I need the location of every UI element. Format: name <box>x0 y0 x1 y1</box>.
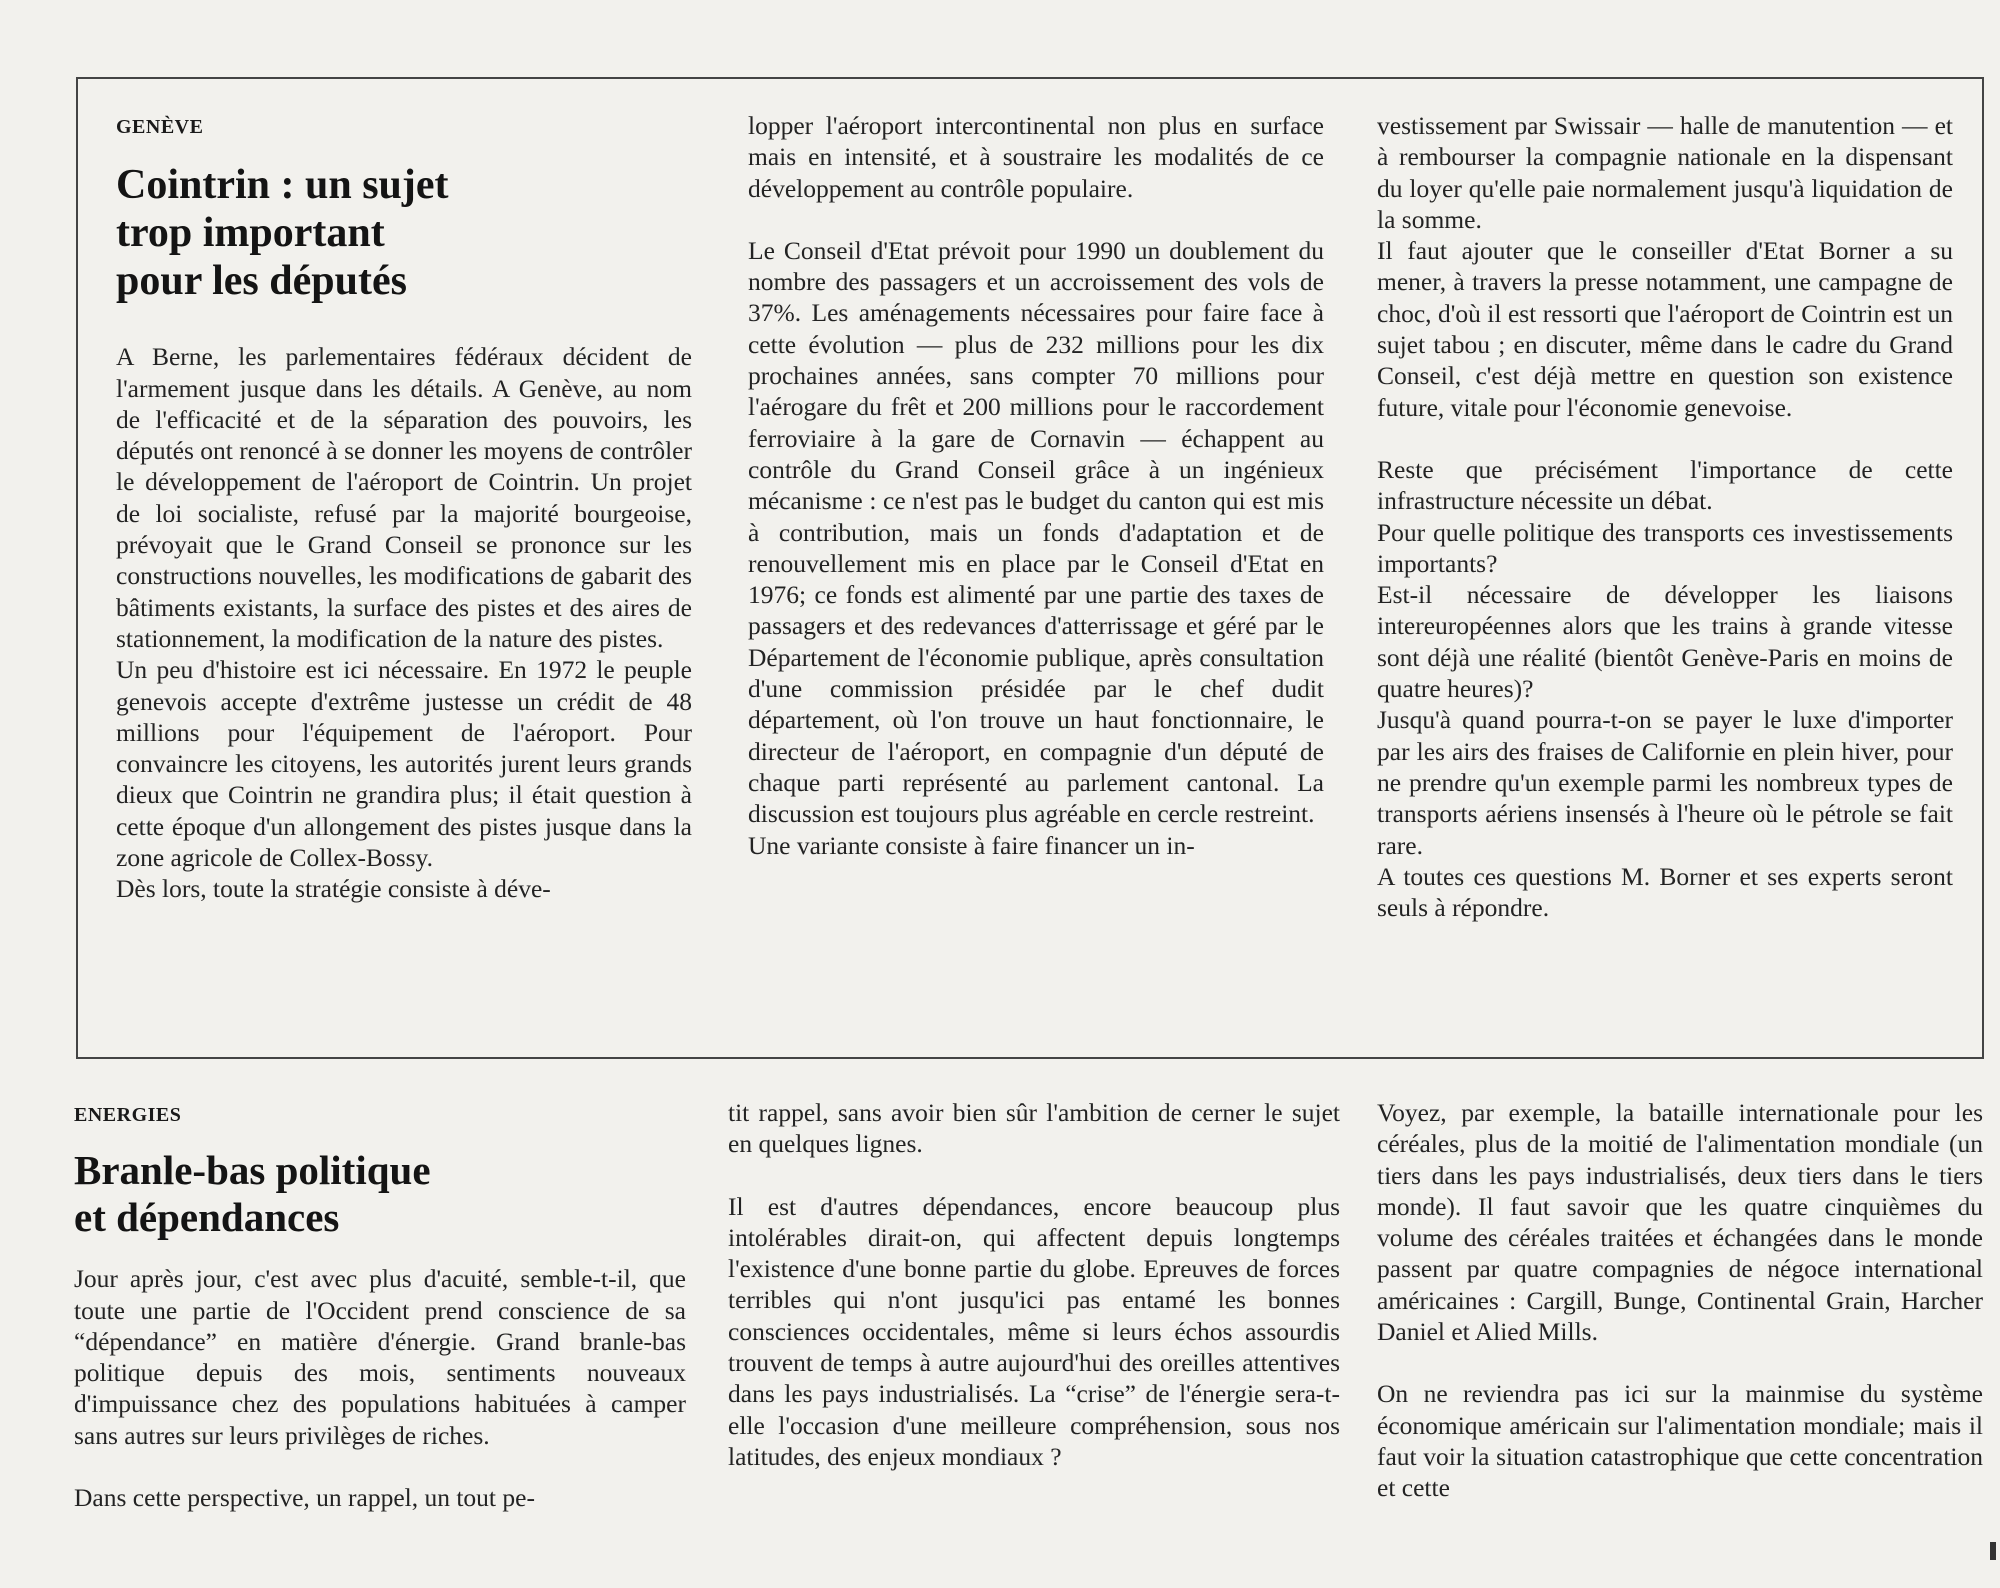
article2-paragraph: Jour après jour, c'est avec plus d'acuité, semble-t-il, que toute une partie de l'Occident prend conscience de sa “dépendance” en matière d'énergie. Grand branle-bas politique depuis des mois, sentiments nouveaux d'impuissance chez des populations habituées à camper sans autres sur leurs privilèges de riches. <box>74 1264 686 1450</box>
article1-paragraph: Est-il nécessaire de développer les liaisons intereuropéennes alors que les trains à grande vitesse sont déjà une réalité (bientôt Genève-Paris en moins de quatre heures)? <box>1377 580 1953 704</box>
article1-headline-line: Cointrin : un sujet <box>116 162 449 209</box>
article1-paragraph: Le Conseil d'Etat prévoit pour 1990 un doublement du nombre des passagers et un accroissement des vols de 37%. Les aménagements nécessaires pour faire face à cette évolution — plus de 232 millions pour les dix prochaines années, sans compter 70 millions pour l'aérogare du frêt et 200 millions pour le raccordement ferroviaire à la gare de Cornavin — échappent au contrôle du Grand Conseil grâce à un ingénieux mécanisme : ce n'est pas le budget du canton qui est mis à contribution, mais un fonds d'adaptation et de renouvellement mis en place par le Conseil d'Etat en 1976; ce fonds est alimenté par une partie des taxes de passagers et des redevances d'atterrissage et géré par le Département de l'économie publique, après consultation d'une commission présidée par le chef dudit département, où l'on trouve un haut fonctionnaire, le directeur de l'aéroport, en compagnie d'un député de chaque parti représenté au parlement cantonal. La discussion est toujours plus agréable en cercle restreint. <box>748 235 1324 829</box>
article1-paragraph: A toutes ces questions M. Borner et ses experts seront seuls à répondre. <box>1377 861 1953 923</box>
article1-headline-line: trop important <box>116 210 385 257</box>
article1-headline-line: pour les députés <box>116 258 407 305</box>
article2-paragraph: Dans cette perspective, un rappel, un tout pe- <box>74 1483 535 1513</box>
article2-headline-line: et dépendances <box>74 1194 340 1241</box>
article1-paragraph: Jusqu'à quand pourra-t-on se payer le luxe d'importer par les airs des fraises de Californie en plein hiver, pour ne prendre qu'un exemple parmi les nombreux types de transports aériens insensés à l'heure où le pétrole se fait rare. <box>1377 705 1953 860</box>
article1-paragraph: Il faut ajouter que le conseiller d'Etat Borner a su mener, à travers la presse notamment, une campagne de choc, d'où il est ressorti que l'aéroport de Cointrin est un sujet tabou ; en discuter, même dans le cadre du Grand Conseil, c'est déjà mettre en question son existence future, vitale pour l'économie genevoise. <box>1377 236 1953 422</box>
article1-paragraph: Un peu d'histoire est ici nécessaire. En 1972 le peuple genevois accepte d'extrême justesse un crédit de 48 millions pour l'équipement de l'aéroport. Pour convaincre les citoyens, les autorités jurent leurs grands dieux que Cointrin ne grandira plus; il était question à cette époque d'un allongement des pistes jusque dans la zone agricole de Collex-Bossy. <box>116 655 692 873</box>
article2-paragraph: On ne reviendra pas ici sur la mainmise du système économique américain sur l'alimentation mondiale; mais il faut voir la situation catastrophique que cette concentration et cette <box>1377 1379 1983 1503</box>
article2-column-3 <box>1377 1097 1983 1504</box>
article2-headline-line: Branle-bas politique <box>74 1147 431 1194</box>
article1-paragraph: A Berne, les parlementaires fédéraux décident de l'armement jusque dans les détails. A Genève, au nom de l'efficacité et de la séparation des pouvoirs, les députés ont renoncé à se donner les moyens de contrôler le développement de l'aéroport de Cointrin. Un projet de loi socialiste, refusé par la majorité bourgeoise, prévoyait que le Grand Conseil se prononce sur les constructions nouvelles, les modifications de gabarit des bâtiments existants, la surface des pistes et des aires de stationnement, la modification de la nature des pistes. <box>116 342 692 653</box>
article1-kicker: GENÈVE <box>116 116 204 138</box>
article1-paragraph: vestissement par Swissair — halle de manutention — et à rembourser la compagnie nationale en la dispensant du loyer qu'elle paie normalement jusqu'à liquidation de la somme. <box>1377 111 1953 234</box>
article1-column-2 <box>748 110 1324 861</box>
article2-kicker: ENERGIES <box>74 1104 182 1126</box>
article2-paragraph: tit rappel, sans avoir bien sûr l'ambition de cerner le sujet en quelques lignes. <box>728 1098 1340 1159</box>
article1-paragraph: Reste que précisément l'importance de cette infrastructure nécessite un débat. <box>1377 454 1953 516</box>
article2-paragraph: Voyez, par exemple, la bataille internationale pour les céréales, plus de la moitié de l'alimentation mondiale (un tiers dans les pays industrialisés, deux tiers dans le tiers monde). Il faut savoir que les quatre cinquièmes du volume des céréales traitées et échangées dans le monde passent par quatre compagnies de négoce international américaines : Cargill, Bunge, Continental Grain, Harcher Daniel et Alied Mills. <box>1377 1098 1983 1347</box>
article2-column-2 <box>728 1097 1340 1472</box>
article1-headline <box>116 161 536 305</box>
article2-headline <box>74 1147 594 1241</box>
article1-column-3 <box>1377 110 1953 923</box>
article1-paragraph: Dès lors, toute la stratégie consiste à déve- <box>116 874 551 904</box>
article1-paragraph: lopper l'aéroport intercontinental non plus en surface mais en intensité, et à soustraire les modalités de ce développement au contrôle populaire. <box>748 111 1324 203</box>
article1-column-1 <box>116 112 692 905</box>
scan-artifact <box>1990 1542 1996 1560</box>
article1-paragraph: Une variante consiste à faire financer un in- <box>748 830 1195 860</box>
article2-column-1 <box>74 1100 686 1513</box>
article1-paragraph: Pour quelle politique des transports ces investissements importants? <box>1377 517 1953 578</box>
article2-paragraph: Il est d'autres dépendances, encore beaucoup plus intolérables dirait-on, qui affectent depuis longtemps l'existence d'une bonne partie du globe. Epreuves de forces terribles qui n'ont jusqu'ici pas entamé les bonnes consciences occidentales, même si leurs échos assourdis trouvent de temps à autre aujourd'hui des oreilles attentives dans les pays industrialisés. La “crise” de l'énergie sera-t-elle l'occasion d'une meilleure compréhension, sous nos latitudes, des enjeux mondiaux ? <box>728 1191 1340 1471</box>
